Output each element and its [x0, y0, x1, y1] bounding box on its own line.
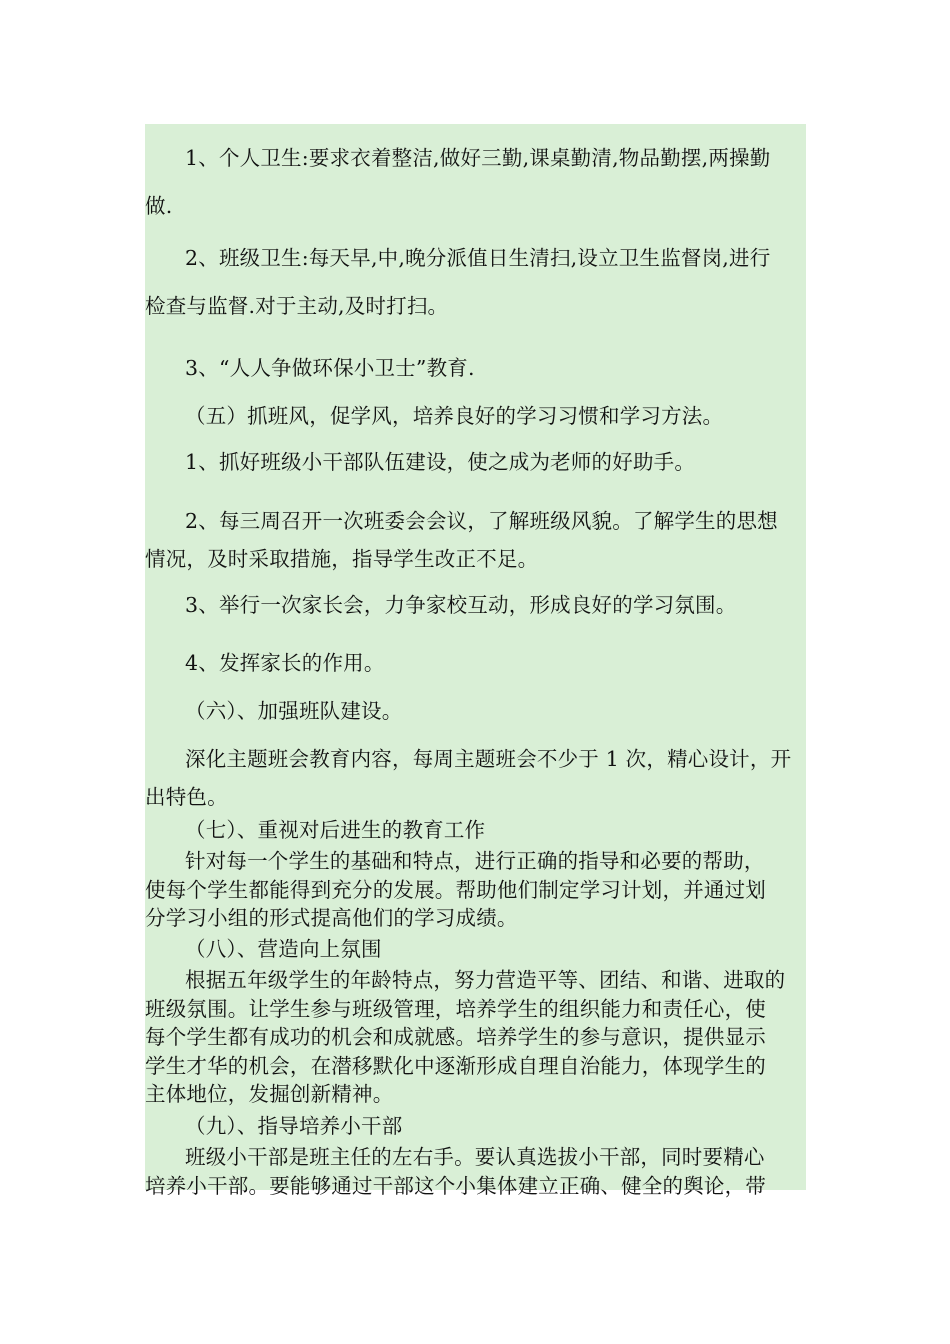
- text-line: 1、抓好班级小干部队伍建设，使之成为老师的好助手。: [185, 450, 696, 474]
- text-line: 检查与监督.对于主动,及时打扫。: [145, 294, 449, 318]
- text-line: 主体地位，发掘创新精神。: [145, 1082, 394, 1106]
- text-line: 根据五年级学生的年龄特点，努力营造平等、团结、和谐、进取的: [185, 968, 786, 992]
- paragraph-personal-hygiene: [145, 134, 806, 230]
- document-body: [145, 124, 806, 1198]
- section-heading-5: [145, 398, 806, 434]
- text-line: 做.: [145, 194, 173, 218]
- paragraph-class-hygiene: [145, 234, 806, 330]
- text-line: （八）、营造向上氛围: [185, 937, 382, 961]
- paragraph-parent-meeting: [145, 587, 806, 623]
- paragraph-class-cadres: [145, 444, 806, 480]
- text-line: 2、班级卫生:每天早,中,晚分派值日生清扫,设立卫生监督岗,进行: [185, 246, 771, 270]
- text-line: 2、每三周召开一次班委会会议，了解班级风貌。了解学生的思想: [185, 509, 778, 533]
- text-line: 出特色。: [145, 785, 228, 809]
- text-line: 针对每一个学生的基础和特点，进行正确的指导和必要的帮助，: [185, 849, 765, 873]
- paragraph-committee-meeting: [145, 502, 806, 578]
- text-line: 培养小干部。要能够通过干部这个小集体建立正确、健全的舆论，带: [145, 1173, 766, 1198]
- text-line: 使每个学生都能得到充分的发展。帮助他们制定学习计划，并通过划: [145, 877, 766, 902]
- text-line: 3、“人人争做环保小卫士”教育.: [185, 356, 475, 380]
- paragraph-eco-education: [145, 350, 806, 386]
- paragraph-cadre-training: [145, 1143, 806, 1200]
- paragraph-theme-class-meeting: [145, 740, 806, 816]
- text-line: 4、发挥家长的作用。: [185, 651, 385, 675]
- text-line: 1、个人卫生:要求衣着整洁,做好三勤,课桌勤清,物品勤摆,两操勤: [185, 146, 771, 170]
- text-line: （九）、指导培养小干部: [185, 1114, 403, 1138]
- paragraph-class-atmosphere: [145, 966, 806, 1109]
- text-line: 3、举行一次家长会，力争家校互动，形成良好的学习氛围。: [185, 593, 737, 617]
- text-line: （七）、重视对后进生的教育工作: [185, 818, 486, 842]
- section-heading-9: [145, 1109, 806, 1143]
- section-heading-7: [145, 813, 806, 847]
- text-line: 分学习小组的形式提高他们的学习成绩。: [145, 906, 518, 930]
- text-line: 情况，及时采取措施，指导学生改正不足。: [145, 547, 539, 571]
- paragraph-underachievers: [145, 847, 806, 933]
- text-line: 班级氛围。让学生参与班级管理，培养学生的组织能力和责任心，使: [145, 996, 766, 1021]
- text-line: 深化主题班会教育内容，每周主题班会不少于 1 次，精心设计，开: [185, 747, 792, 771]
- text-line: 班级小干部是班主任的左右手。要认真选拔小干部，同时要精心: [185, 1145, 765, 1169]
- section-heading-8: [145, 932, 806, 966]
- text-line: 每个学生都有成功的机会和成就感。培养学生的参与意识，提供显示: [145, 1025, 766, 1049]
- text-line: （五）抓班风，促学风，培养良好的学习习惯和学习方法。: [185, 404, 724, 428]
- text-line: （六）、加强班队建设。: [185, 699, 403, 723]
- paragraph-parent-role: [145, 645, 806, 681]
- text-line: 学生才华的机会，在潜移默化中逐渐形成自理自治能力，体现学生的: [145, 1053, 766, 1078]
- section-heading-6: [145, 693, 806, 729]
